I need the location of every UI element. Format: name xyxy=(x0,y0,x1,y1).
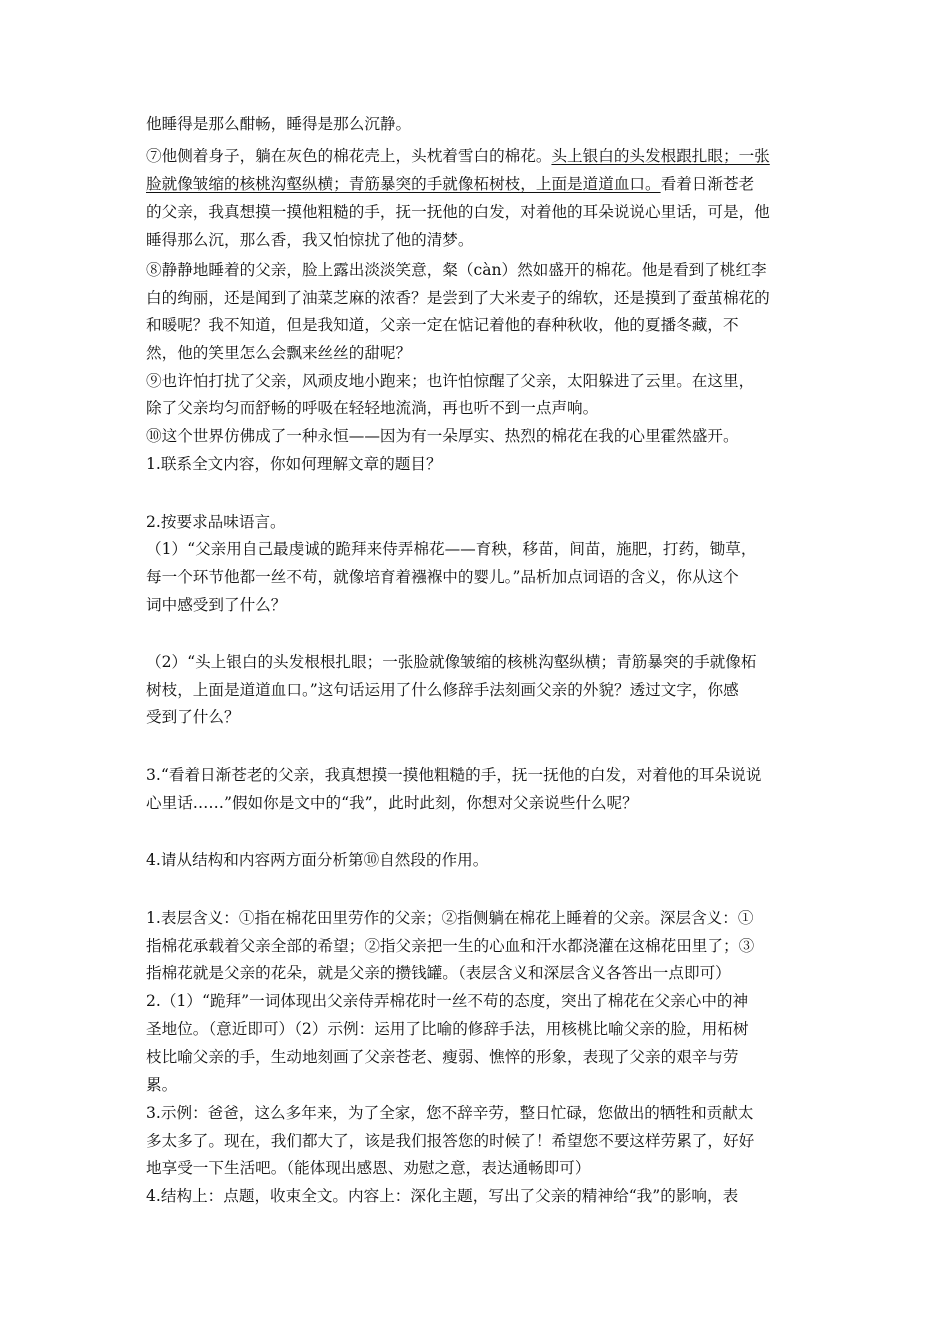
question-2-1-line-3: 词中感受到了什么？ xyxy=(146,596,287,614)
paragraph-7-line-3: 的父亲，我真想摸一摸他粗糙的手，抚一抚他的白发，对着他的耳朵说说心里话，可是，他 xyxy=(146,203,770,221)
question-2-1-line-1: （1）“父亲用自己最虔诚的跪拜来侍弄棉花——育秧，移苗，间苗，施肥，打药，锄草， xyxy=(146,540,757,558)
paragraph-7-text: 看着日渐苍老 xyxy=(660,175,755,193)
answer-2-line-1: 2.（1）“跪拜”一词体现出父亲侍弄棉花时一丝不苟的态度，突出了棉花在父亲心中的神 xyxy=(146,992,749,1010)
question-2-1-line-2: 每一个环节他都一丝不苟，就像培育着襁褓中的婴儿。”品析加点词语的含义，你从这个 xyxy=(146,568,739,586)
answer-3-line-2: 多太多了。现在，我们都大了，该是我们报答您的时候了！希望您不要这样劳累了，好好 xyxy=(146,1132,755,1150)
paragraph-7-line-2 xyxy=(146,173,754,195)
paragraph-10: ⑩这个世界仿佛成了一种永恒——因为有一朵厚实、热烈的棉花在我的心里霍然盛开。 xyxy=(146,427,739,445)
question-3-line-2: 心里话……”假如你是文中的“我”，此时此刻，你想对父亲说些什么呢？ xyxy=(146,794,638,812)
answer-2-line-3: 枝比喻父亲的手，生动地刻画了父亲苍老、瘦弱、憔悴的形象，表现了父亲的艰辛与劳 xyxy=(146,1048,739,1066)
paragraph-8-line-3: 和暖呢？我不知道，但是我知道，父亲一定在惦记着他的春种秋收，他的夏播冬藏，不 xyxy=(146,316,739,334)
question-2: 2.按要求品味语言。 xyxy=(146,513,286,531)
answer-4-line-1: 4.结构上：点题，收束全文。内容上：深化主题，写出了父亲的精神给“我”的影响，表 xyxy=(146,1187,739,1205)
answer-2-line-2: 圣地位。（意近即可）（2）示例：运用了比喻的修辞手法，用核桃比喻父亲的脸，用柘树 xyxy=(146,1020,749,1038)
underlined-sentence: 头上银白的头发根跟扎眼；一张 xyxy=(551,147,770,165)
paragraph-8-line-2: 白的绚丽，还是闻到了油菜芝麻的浓香？是尝到了大米麦子的绵软，还是摸到了蚕茧棉花的 xyxy=(146,289,770,307)
answer-1-line-1: 1.表层含义：①指在棉花田里劳作的父亲；②指侧躺在棉花上睡着的父亲。深层含义：① xyxy=(146,909,754,927)
paragraph-6-tail: 他睡得是那么酣畅，睡得是那么沉静。 xyxy=(146,115,412,133)
paragraph-7-text: ⑦他侧着身子，躺在灰色的棉花壳上，头枕着雪白的棉花。 xyxy=(146,147,552,165)
question-2-2-line-3: 受到了什么？ xyxy=(146,708,240,726)
question-2-2-line-1: （2）“头上银白的头发根根扎眼；一张脸就像皱缩的核桃沟壑纵横；青筋暴突的手就像柘 xyxy=(146,653,757,671)
question-1: 1.联系全文内容，你如何理解文章的题目？ xyxy=(146,455,442,473)
underlined-sentence: 脸就像皱缩的核桃沟壑纵横；青筋暴突的手就像柘树枝，上面是道道血口。 xyxy=(146,175,661,193)
question-2-2-line-2: 树枝，上面是道道血口。”这句话运用了什么修辞手法刻画父亲的外貌？透过文字，你感 xyxy=(146,681,739,699)
answer-1-line-2: 指棉花承载着父亲全部的希望；②指父亲把一生的心血和汗水都浇灌在这棉花田里了；③ xyxy=(146,937,755,955)
paragraph-7-line-4: 睡得那么沉，那么香，我又怕惊扰了他的清梦。 xyxy=(146,231,474,249)
answer-2-line-4: 累。 xyxy=(146,1076,178,1094)
answer-3-line-3: 地享受一下生活吧。（能体现出感恩、劝慰之意，表达通畅即可） xyxy=(146,1159,591,1177)
question-3-line-1: 3.“看着日渐苍老的父亲，我真想摸一摸他粗糙的手，抚一抚他的白发，对着他的耳朵说说 xyxy=(146,766,762,784)
paragraph-9-line-1: ⑨也许怕打扰了父亲，风顽皮地小跑来；也许怕惊醒了父亲，太阳躲进了云里。在这里， xyxy=(146,372,755,390)
question-4: 4.请从结构和内容两方面分析第⑩自然段的作用。 xyxy=(146,851,489,869)
answer-1-line-3: 指棉花就是父亲的花朵，就是父亲的攒钱罐。（表层含义和深层含义各答出一点即可） xyxy=(146,964,731,982)
paragraph-8-line-4: 然，他的笑里怎么会飘来丝丝的甜呢？ xyxy=(146,344,412,362)
paragraph-8-line-1: ⑧静静地睡着的父亲，脸上露出淡淡笑意，粲（càn）然如盛开的棉花。他是看到了桃红李 xyxy=(146,261,767,279)
paragraph-7-line-1 xyxy=(146,145,770,167)
answer-3-line-1: 3.示例：爸爸，这么多年来，为了全家，您不辞辛劳，整日忙碌，您做出的牺牲和贡献太 xyxy=(146,1104,754,1122)
paragraph-9-line-2: 除了父亲均匀而舒畅的呼吸在轻轻地流淌，再也听不到一点声响。 xyxy=(146,399,599,417)
